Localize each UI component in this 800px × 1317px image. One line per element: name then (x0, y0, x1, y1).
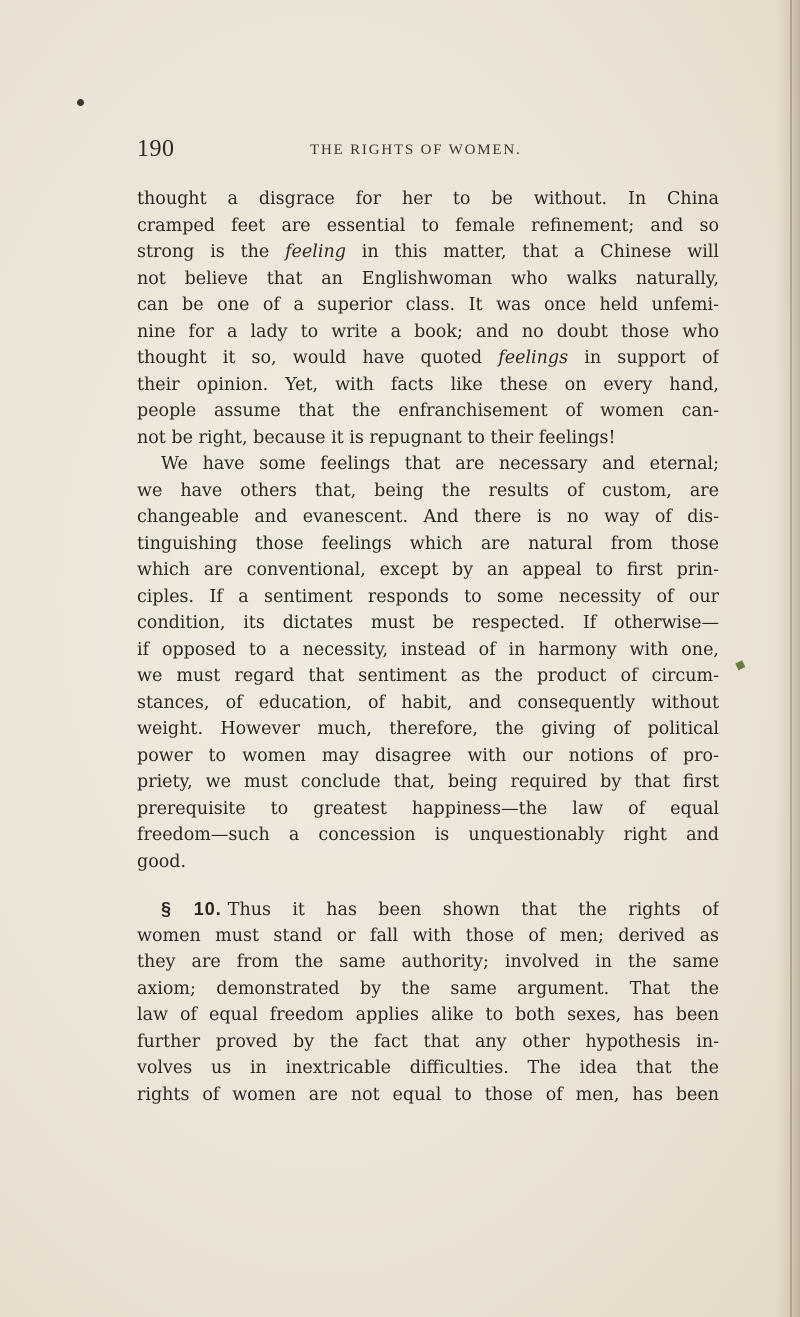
text-line: condition, its dictates must be respected. If otherwise— (137, 613, 719, 633)
text-line: law of equal freedom applies alike to both sexes, has been (137, 1005, 719, 1025)
text-line: we must regard that sentiment as the product of circum- (137, 666, 719, 686)
text-line: further proved by the fact that any other hypothesis in- (137, 1031, 719, 1052)
text-line: priety, we must conclude that, being required by that first (137, 772, 719, 792)
text-line: volves us in inextricable difficulties. The idea that the (137, 1058, 719, 1078)
text-line: we have others that, being the results of custom, are (137, 480, 719, 501)
text-line: nine for a lady to write a book; and no doubt those who (137, 321, 719, 342)
emphasized-word: feelings (498, 348, 569, 368)
text-line: thought it so, would have quoted feelings in support of (137, 348, 719, 368)
text-line: ciples. If a sentiment responds to some necessity of our (137, 586, 719, 607)
text-line: Thus it has been shown that the rights of (227, 900, 719, 920)
text-line: not be right, because it is repugnant to their feelings! (137, 427, 616, 448)
text-line: axiom; demonstrated by the same argument. That the (137, 978, 719, 999)
section-number: § 10. (161, 899, 222, 919)
text-line: freedom—such a concession is unquestionably right and (137, 825, 719, 845)
text-line: stances, of education, of habit, and consequently without (137, 692, 719, 713)
text-line: power to women may disagree with our notions of pro- (137, 745, 719, 766)
text-line: not believe that an Englishwoman who walks naturally, (137, 268, 719, 289)
text-line: weight. However much, therefore, the giving of political (137, 719, 719, 739)
margin-stain-mark: ◆ (732, 655, 749, 675)
body-text (137, 186, 719, 1108)
text-line: their opinion. Yet, with facts like these on every hand, (137, 374, 719, 395)
text-line: strong is the feeling in this matter, that a Chinese will (137, 242, 719, 262)
page-edge-shadow (776, 0, 800, 1317)
text-line: tinguishing those feelings which are natural from those (137, 533, 719, 554)
text-line: good. (137, 851, 187, 872)
text-line: women must stand or fall with those of men; derived as (137, 925, 719, 946)
text-line: if opposed to a necessity, instead of in harmony with one, (137, 639, 719, 660)
page-number: 190 (137, 136, 175, 162)
text-line: can be one of a superior class. It was once held unfemi- (137, 295, 719, 315)
paragraph-gap (137, 875, 719, 896)
text-line: We have some feelings that are necessary and eternal; (161, 454, 719, 474)
text-line: changeable and evanescent. And there is no way of dis- (137, 507, 719, 527)
page-edge-line (790, 0, 792, 1317)
text-line: which are conventional, except by an appeal to first prin- (137, 560, 719, 580)
ink-dot-mark (77, 99, 84, 106)
running-title: THE RIGHTS OF WOMEN. (310, 142, 522, 158)
text-line: thought a disgrace for her to be without. In China (137, 189, 719, 209)
text-line: they are from the same authority; involved in the same (137, 952, 719, 972)
text-line: rights of women are not equal to those of men, has been (137, 1084, 719, 1105)
text-line: prerequisite to greatest happiness—the law of equal (137, 798, 719, 819)
page-header (137, 136, 717, 166)
text-line: people assume that the enfranchisement of women can- (137, 401, 719, 421)
emphasized-word: feeling (285, 242, 346, 262)
text-line: cramped feet are essential to female refinement; and so (137, 215, 719, 236)
section-first-line (137, 896, 719, 923)
